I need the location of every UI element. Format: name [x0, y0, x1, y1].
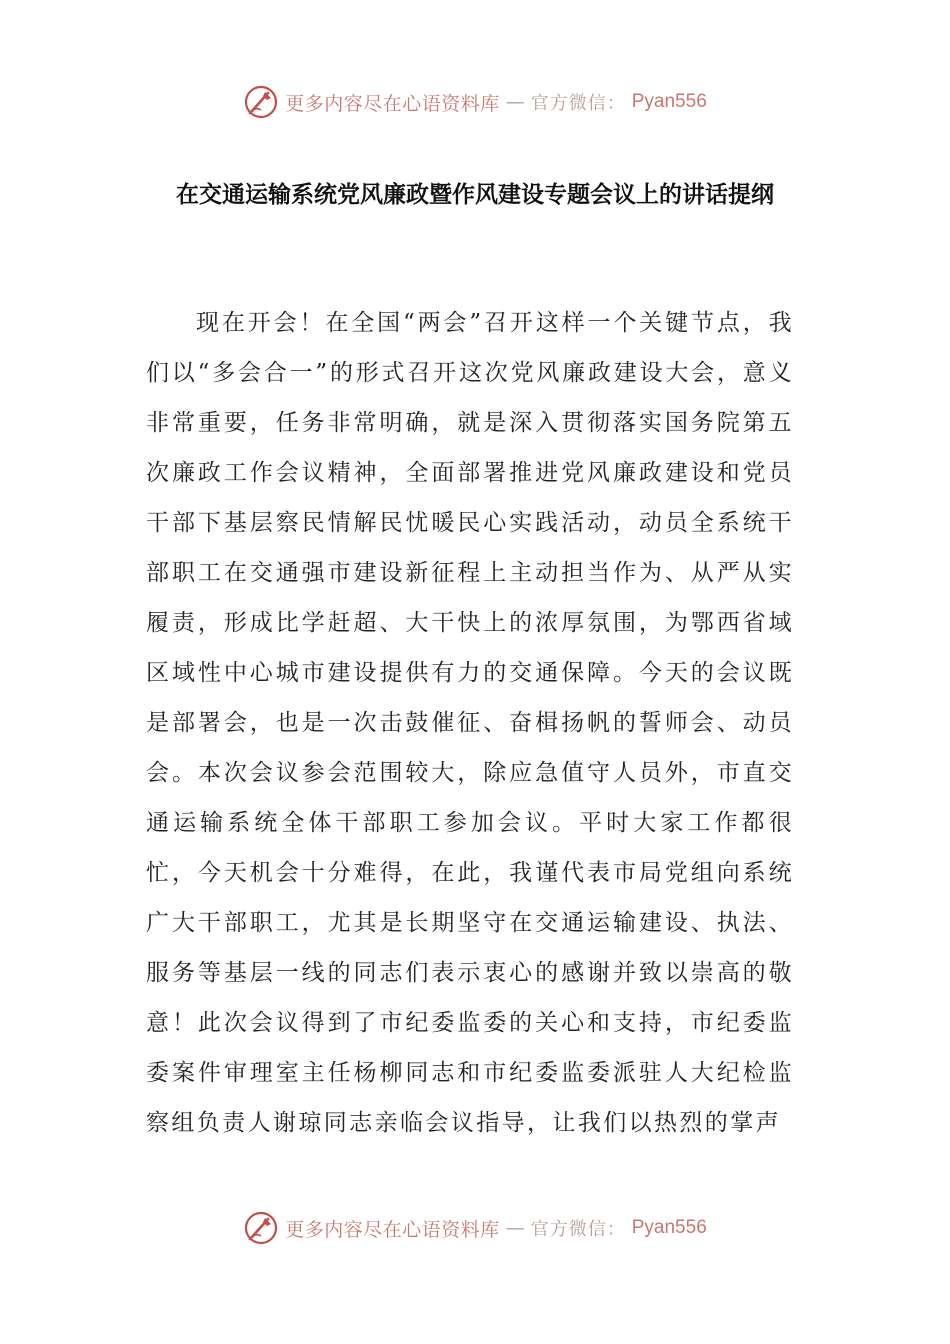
watermark-label: 官方微信：: [530, 93, 626, 114]
watermark-wechat-id: Pyan556: [631, 1217, 707, 1238]
header-watermark: [0, 82, 950, 122]
watermark-text: 更多内容尽在心语资料库: [285, 1218, 500, 1241]
document-paragraph: 现在开会！在全国“两会”召开这样一个关键节点，我们以“多会合一”的形式召开这次党风廉政建设大会，意义非常重要，任务非常明确，就是深入贯彻落实国务院第五次廉政工作会议精神，全面部署推进党风廉政建设和党员干部下基层察民情解民忧暖民心实践活动，动员全系统干部职工在交通强市建设新征程上主动担当作为、从严从实履责，形成比学赶超、大干快上的浓厚氛围，为鄂西省域区域性中心城市建设提供有力的交通保障。今天的会议既是部署会，也是一次击鼓催征、奋楫扬帆的誓师会、动员会。本次会议参会范围较大，除应急值守人员外，市直交通运输系统全体干部职工参加会议。平时大家工作都很忙，今天机会十分难得，在此，我谨代表市局党组向系统广大干部职工，尤其是长期坚守在交通运输建设、执法、服务等基层一线的同志们表示衷心的感谢并致以崇高的敬意！此次会议得到了市纪委监委的关心和支持，市纪委监委案件审理室主任杨柳同志和市纪委监委派驻人大纪检监察组负责人谢琼同志亲临会议指导，让我们以热烈的掌声: [146, 310, 794, 1136]
watermark-separator: —: [505, 1217, 525, 1239]
document-title: 在交通运输系统党风廉政暨作风建设专题会议上的讲话提纲: [176, 182, 774, 208]
watermark-wechat-id: Pyan556: [631, 91, 707, 112]
pen-logo-icon: [243, 84, 279, 120]
watermark-label: 官方微信：: [530, 1219, 626, 1240]
footer-watermark: [0, 1208, 950, 1248]
pen-logo-icon: [243, 1210, 279, 1246]
watermark-separator: —: [505, 91, 525, 113]
watermark-text: 更多内容尽在心语资料库: [285, 92, 500, 115]
